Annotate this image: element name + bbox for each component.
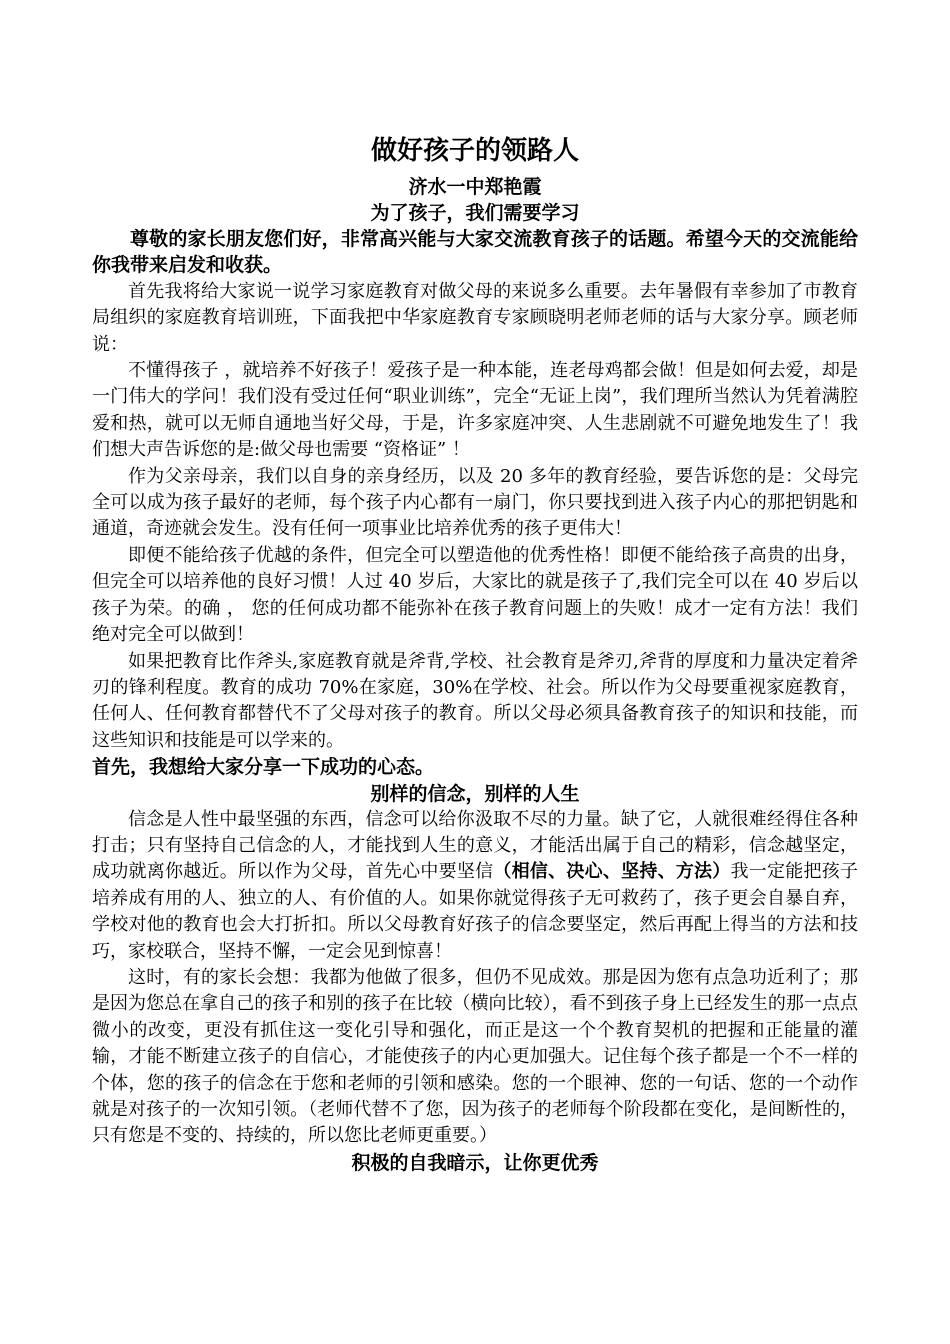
paragraph-belief — [92, 807, 858, 965]
section-heading-belief: 别样的信念，别样的人生 — [370, 782, 580, 805]
paragraph-character-habits: 即便不能给孩子优越的条件，但完全可以塑造他的优秀性格！即便不能给孩子高贵的出身，但完全可以培养他的良好习惯！人过 40 岁后，大家比的就是孩子了,我们完全可以在 40 岁后以孩子为荣。的确 ， 您的任何成功都不能弥补在孩子教育问题上的失败！成才一定有方法！我们绝对完全可以做到！ — [92, 544, 858, 646]
intro-paragraph: 尊敬的家长朋友您们好，非常高兴能与大家交流教育孩子的话题。希望今天的交流能给你我带来启发和收获。 — [92, 228, 858, 277]
section-heading-learning: 为了孩子，我们需要学习 — [370, 202, 580, 224]
belief-keywords: （相信、决心、坚持、方法） — [493, 861, 731, 883]
paragraph-axe-metaphor: 如果把教育比作斧头,家庭教育就是斧背,学校、社会教育是斧刃,斧背的厚度和力量决定着斧刃的锋利程度。教育的成功 70%在家庭，30%在学校、社会。所以作为父母要重视家庭教育，任何人、任何教育都替代不了父母对孩子的教育。所以父母必须具备教育孩子的知识和技能，而这些知识和技能是可以学来的。 — [92, 650, 858, 751]
paragraph-understanding-children: 不懂得孩子 ，就培养不好孩子！爱孩子是一种本能，连老母鸡都会做！但是如何去爱，却是一门伟大的学问！我们没有受过任何“职业训练”，完全“无证上岗”，我们理所当然认为凭着满腔爱和热，就可以无师自通地当好父母，于是，许多家庭冲突、人生悲剧就不可避免地发生了！我们想大声告诉您的是:做父母也需要 “资格证” ！ — [92, 360, 858, 461]
belief-text-end: 我一定能把孩子培养成有用的人、独立的人、有价值的人。如果你就觉得孩子无可救药了，孩子更会自暴自弃，学校对他的教育也会大打折扣。所以父母教育好孩子的信念要坚定，然后再配上得当的方法和技巧，家校联合，坚持不懈，一定会见到惊喜！ — [92, 861, 859, 962]
paragraph-parents-as-teachers: 作为父亲母亲，我们以自身的亲身经历，以及 20 多年的教育经验，要告诉您的是：父母完全可以成为孩子最好的老师，每个孩子内心都有一扇门，你只要找到进入孩子内心的那把钥匙和通道，奇迹就会发生。没有任何一项事业比培养优秀的孩子更伟大！ — [92, 465, 858, 540]
belief-text-start: 信念是人性中最坚强的东西，信念可以给你汲取不尽的力量。缺了它，人就很难经得住各种打击；只有坚持自己信念的人，才能找到人生的意义，才能活出属于自己的精彩，信念越坚定，成功就离你越近。所以作为父母，首先心中要坚信 — [92, 808, 858, 883]
paragraph-success-mindset: 首先，我想给大家分享一下成功的心态。 — [92, 756, 435, 779]
section-heading-self-suggestion: 积极的自我暗示，让你更优秀 — [351, 1151, 599, 1174]
author-line: 济水一中郑艳霞 — [408, 176, 542, 198]
paragraph-importance: 首先我将给大家说一说学习家庭教育对做父母的来说多么重要。去年暑假有幸参加了市教育局组织的家庭教育培训班，下面我把中华家庭教育专家顾晓明老师老师的话与大家分享。顾老师说： — [92, 280, 858, 355]
paragraph-patience: 这时，有的家长会想：我都为他做了很多，但仍不见成效。那是因为您有点急功近利了；那是因为您总在拿自己的孩子和别的孩子在比较（横向比较），看不到孩子身上已经发生的那一点点微小的改变，更没有抓住这一变化引导和强化，而正是这一个个教育契机的把握和正能量的灌输，才能不断建立孩子的自信心，才能使孩子的内心更加强大。记住每个孩子都是一个不一样的个体，您的孩子的信念在于您和老师的引领和感染。您的一个眼神、您的一句话、您的一个动作就是对孩子的一次知引领。（老师代替不了您，因为孩子的老师每个阶段都在变化，是间断性的，只有您是不变的、持续的，所以您比老师更重要。） — [92, 966, 858, 1147]
document-title: 做好孩子的领路人 — [370, 136, 579, 166]
